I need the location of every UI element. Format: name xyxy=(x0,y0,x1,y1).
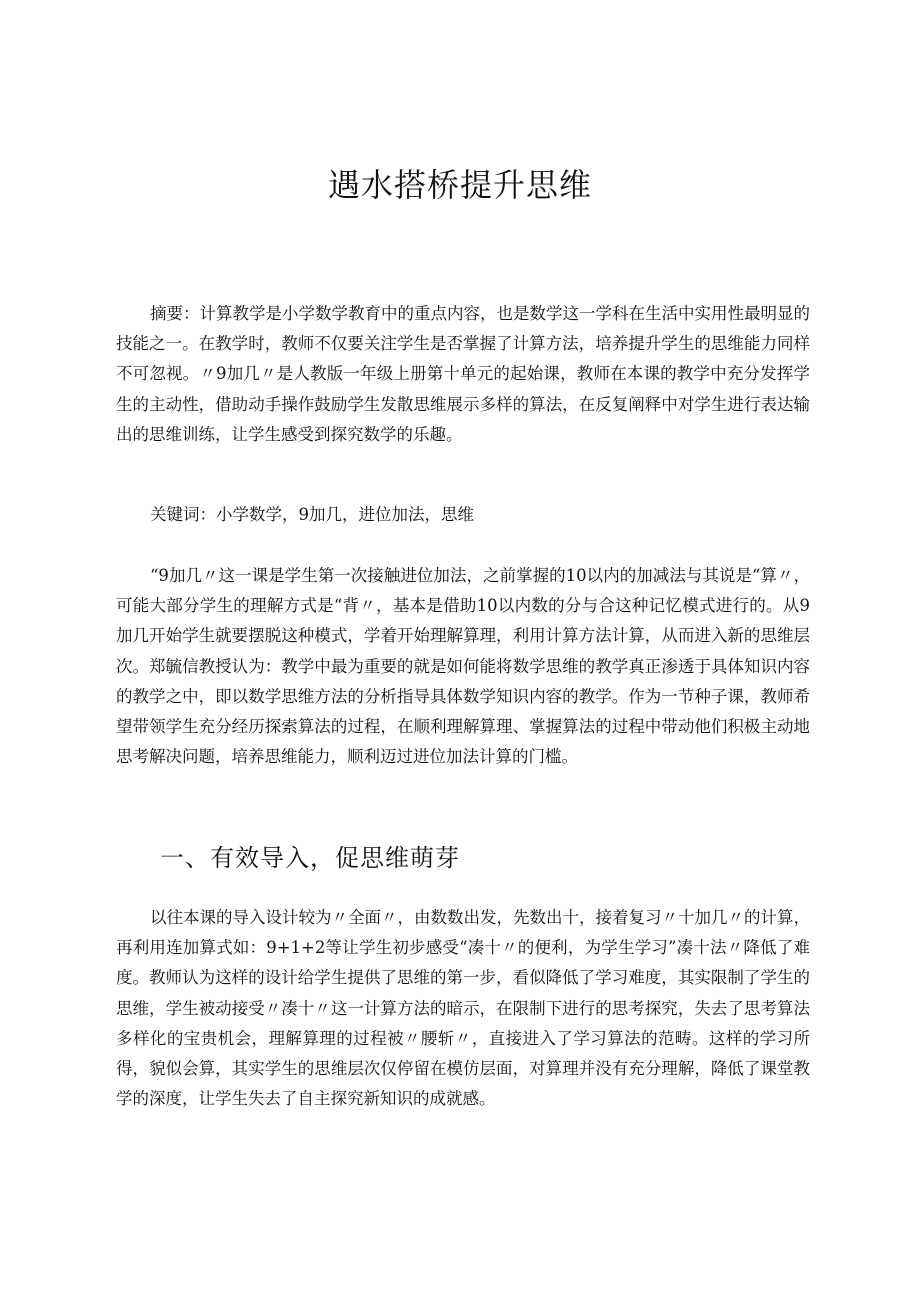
document-title: 遇水搭桥提升思维 xyxy=(327,166,592,204)
section-1-paragraph: 以往本课的导入设计较为〃全面〃，由数数出发，先数出十，接着复习〃十加几〃的计算，再利用连加算式如：9+1+2等让学生初步感受“凑十〃的便利，为学生学习”凑十法〃降低了难度。教师认为这样的设计给学生提供了思维的第一步，看似降低了学习难度，其实限制了学生的思维，学生被动接受〃凑十〃这一计算方法的暗示，在限制下进行的思考探究，失去了思考算法多样化的宝贵机会，理解算理的过程被〃腰斩〃，直接进入了学习算法的范畴。这样的学习所得，貌似会算，其实学生的思维层次仅停留在模仿层面，对算理并没有充分理解，降低了课堂教学的深度，让学生失去了自主探究新知识的成就感。 xyxy=(116,908,810,1109)
section-heading-1: 一、有效导入，促思维萌芽 xyxy=(160,844,460,872)
abstract-paragraph: 摘要：计算教学是小学数学教育中的重点内容，也是数学这一学科在生活中实用性最明显的技能之一。在教学时，教师不仅要关注学生是否掌握了计算方法，培养提升学生的思维能力同样不可忽视。〃9加几〃是人教版一年级上册第十单元的起始课，教师在本课的教学中充分发挥学生的主动性，借助动手操作鼓励学生发散思维展示多样的算法，在反复阐释中对学生进行表达输出的思维训练，让学生感受到探究数学的乐趣。 xyxy=(116,304,810,444)
intro-paragraph: “9加几〃这一课是学生第一次接触进位加法，之前掌握的10以内的加减法与其说是“算〃，可能大部分学生的理解方式是“背〃，基本是借助10以内数的分与合这种记忆模式进行的。从9加几开始学生就要摆脱这种模式，学着开始理解算理，利用计算方法计算，从而进入新的思维层次。郑毓信教授认为：教学中最为重要的就是如何能将数学思维的教学真正渗透于具体知识内容的教学之中，即以数学思维方法的分析指导具体数学知识内容的教学。作为一节种子课，教师希望带领学生充分经历探索算法的过程，在顺利理解算理、掌握算法的过程中带动他们积极主动地思考解决问题，培养思维能力，顺利迈过进位加法计算的门槛。 xyxy=(116,566,810,767)
keywords-paragraph: 关键词：小学数学，9加几，进位加法，思维 xyxy=(150,505,474,524)
